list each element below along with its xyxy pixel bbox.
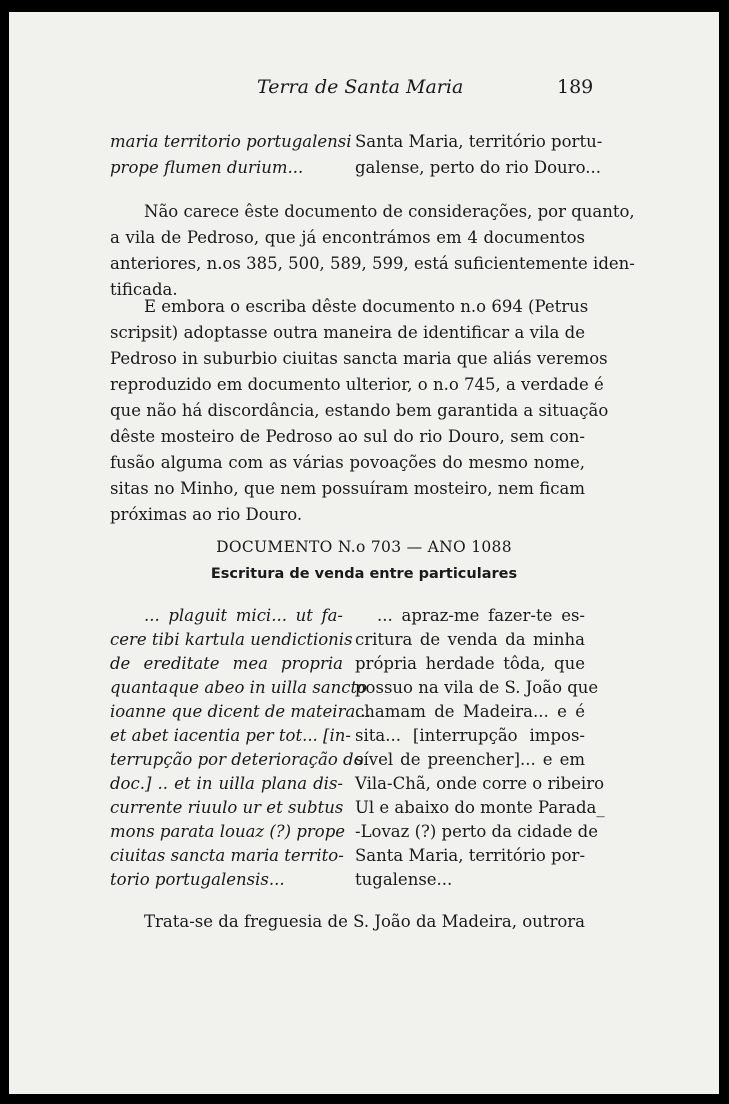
text-line: tificada. bbox=[110, 280, 178, 299]
text-line: maria territorio portugalensi bbox=[110, 132, 352, 151]
top-portuguese-excerpt bbox=[355, 132, 603, 192]
book-page bbox=[9, 12, 719, 1094]
text-line: quantaque abeo in uilla sancto bbox=[110, 678, 368, 697]
text-line: que não há discordância, estando bem garantida a situação bbox=[110, 401, 609, 420]
paragraph-3 bbox=[110, 912, 585, 940]
text-line: dêste mosteiro de Pedroso ao sul do rio Douro, sem con- bbox=[110, 427, 585, 446]
text-line: terrupção por deterioração do bbox=[110, 750, 364, 769]
text-line: chamam de Madeira... e é bbox=[355, 702, 585, 721]
text-line: ... plaguit mici... ut fa- bbox=[144, 606, 343, 625]
text-line: ioanne que dicent de mateira... bbox=[110, 702, 372, 721]
text-line: tugalense... bbox=[355, 870, 453, 889]
text-line: Ul e abaixo do monte Parada_ bbox=[355, 798, 605, 817]
text-line: cere tibi kartula uendictionis bbox=[110, 630, 353, 649]
text-line: et abet iacentia per tot... [in- bbox=[110, 726, 351, 745]
portuguese-translation-column bbox=[355, 606, 605, 896]
running-header-title: Terra de Santa Maria bbox=[257, 76, 464, 98]
document-subheading: Escritura de venda entre particulares bbox=[210, 566, 518, 582]
text-line: próximas ao rio Douro. bbox=[110, 505, 303, 524]
text-line: doc.] .. et in uilla plana dis- bbox=[110, 774, 343, 793]
text-line: própria herdade tôda, que bbox=[355, 654, 585, 673]
text-line: Pedroso in suburbio ciuitas sancta maria que aliás veremos bbox=[110, 349, 608, 368]
text-line: Santa Maria, território portu- bbox=[355, 132, 603, 151]
latin-transcription-column bbox=[110, 606, 372, 896]
text-line: currente riuulo ur et subtus bbox=[110, 798, 344, 817]
text-line: mons parata louaz (?) prope bbox=[110, 822, 346, 841]
text-line: prope flumen durium... bbox=[110, 158, 304, 177]
paragraph-2 bbox=[110, 297, 609, 533]
text-line: Vila-Chã, onde corre o ribeiro bbox=[355, 774, 605, 793]
text-line: possuo na vila de S. João que bbox=[355, 678, 599, 697]
text-line: a vila de Pedroso, que já encontrámos em 4 documentos bbox=[110, 228, 585, 247]
text-line: anteriores, n.os 385, 500, 589, 599, está suficientemente iden- bbox=[110, 254, 635, 273]
text-line: critura de venda da minha bbox=[355, 630, 585, 649]
text-line: fusão alguma com as várias povoações do mesmo nome, bbox=[110, 453, 585, 472]
text-line: -Lovaz (?) perto da cidade de bbox=[355, 822, 599, 841]
text-line: sível de preencher]... e em bbox=[355, 750, 585, 769]
text-line: galense, perto do rio Douro... bbox=[355, 158, 601, 177]
text-line: Santa Maria, território por- bbox=[355, 846, 586, 865]
paragraph-1 bbox=[110, 202, 635, 312]
text-line: sitas no Minho, que nem possuíram mosteiro, nem ficam bbox=[110, 479, 585, 498]
text-line: ciuitas sancta maria territo- bbox=[110, 846, 344, 865]
page-number: 189 bbox=[557, 76, 594, 98]
text-line: Trata-se da freguesia de S. João da Madeira, outrora bbox=[144, 912, 585, 931]
text-line: sita... [interrupção impos- bbox=[355, 726, 585, 745]
text-line: ... apraz-me fazer-te es- bbox=[377, 606, 585, 625]
text-line: Não carece êste documento de considerações, por quanto, bbox=[144, 202, 635, 221]
text-line: reproduzido em documento ulterior, o n.o 745, a verdade é bbox=[110, 375, 604, 394]
top-latin-excerpt bbox=[110, 132, 355, 192]
document-heading: DOCUMENTO N.o 703 — ANO 1088 bbox=[216, 538, 512, 556]
text-line: de ereditate mea propria bbox=[110, 654, 343, 673]
text-line: E embora o escriba dêste documento n.o 694 (Petrus bbox=[144, 297, 589, 316]
text-line: torio portugalensis... bbox=[110, 870, 285, 889]
text-line: scripsit) adoptasse outra maneira de identificar a vila de bbox=[110, 323, 585, 342]
